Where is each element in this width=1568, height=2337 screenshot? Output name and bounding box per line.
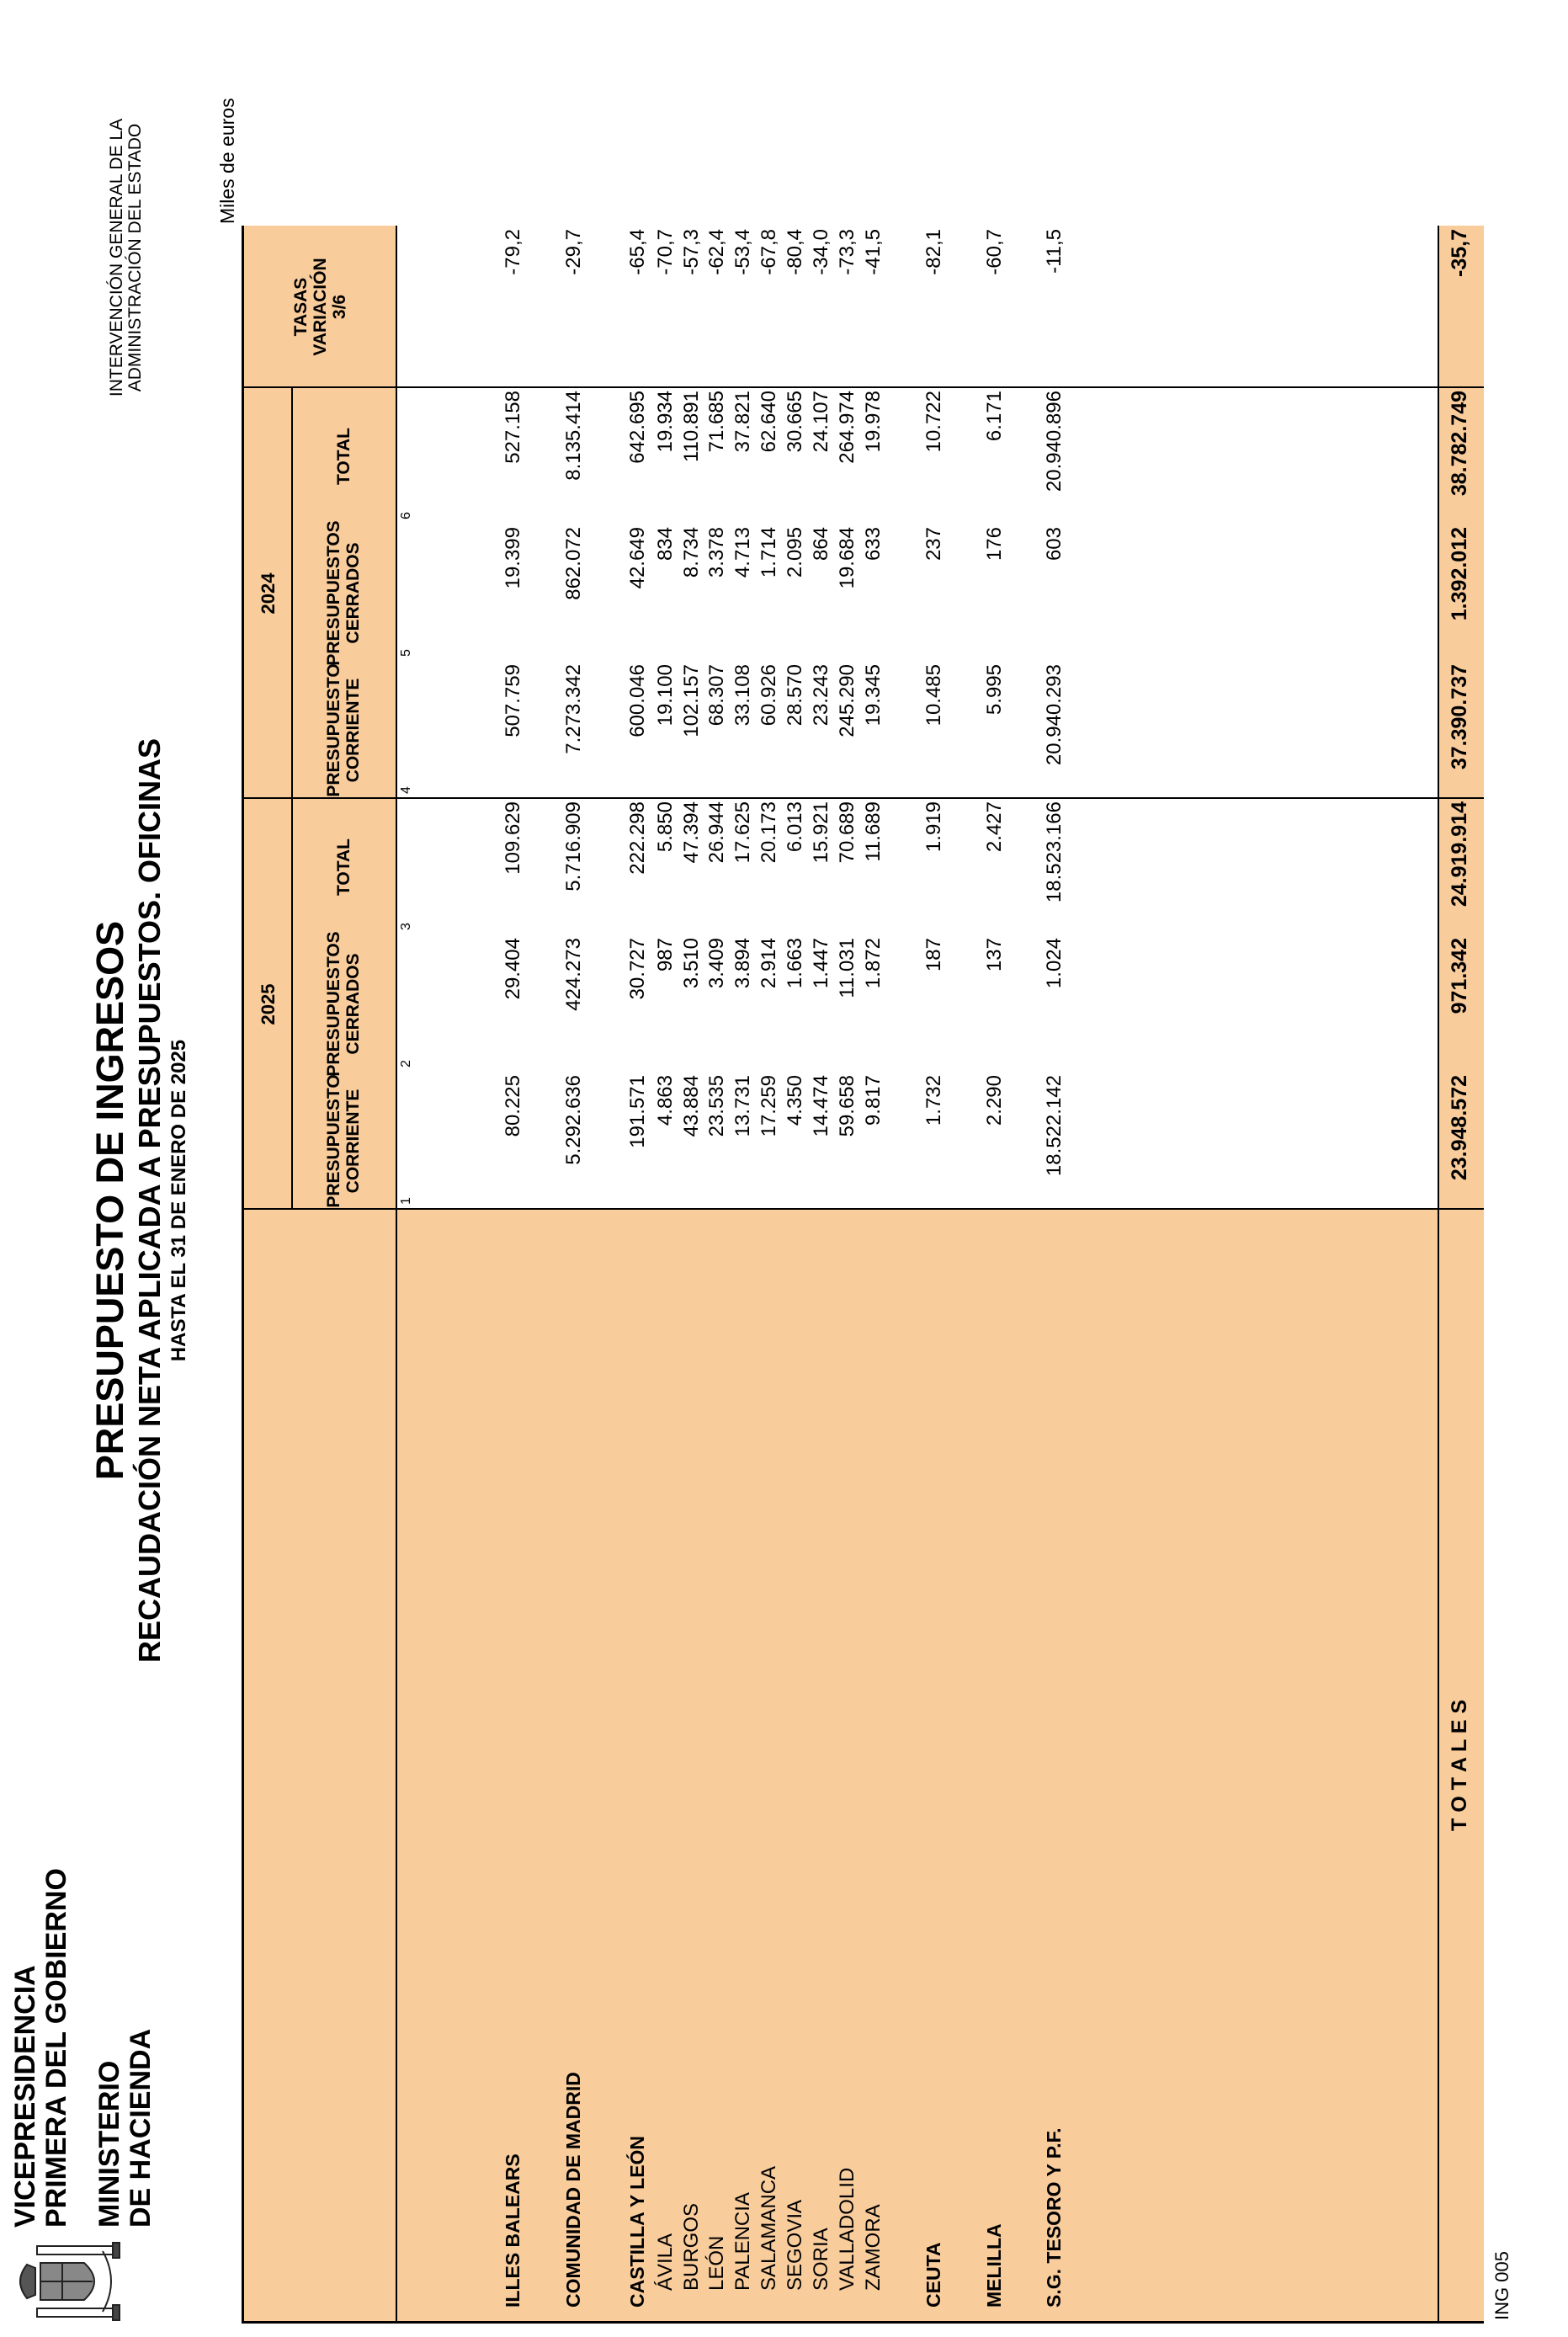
table-cell: 42.649 xyxy=(626,527,649,589)
table-cell: -53,4 xyxy=(731,229,754,275)
igae-line1: INTERVENCIÓN GENERAL DE LA xyxy=(107,118,126,397)
row-label: LEÓN xyxy=(705,2235,728,2291)
table-cell: 1.447 xyxy=(810,938,832,989)
ministry-name xyxy=(94,2029,157,2228)
col-header-line: PRESUPUESTO xyxy=(324,1074,343,1208)
col-header-line: PRESUPUESTO xyxy=(324,663,343,797)
table-cell: -60,7 xyxy=(983,229,1006,275)
table-cell: 23.535 xyxy=(705,1075,728,1137)
row-label: ILLES BALEARS xyxy=(502,2153,524,2308)
org-line1: VICEPRESIDENCIA xyxy=(9,1965,41,2228)
table-cell: 1.919 xyxy=(922,801,945,853)
table-cell: 191.571 xyxy=(626,1075,649,1148)
table-cell: 28.570 xyxy=(784,664,806,727)
total-cell: -35,7 xyxy=(1448,229,1471,277)
row-label: PALENCIA xyxy=(731,2192,754,2291)
table-cell: 245.290 xyxy=(836,664,858,737)
table-cell: 4.350 xyxy=(784,1075,806,1126)
col-2024-cerrados xyxy=(291,520,396,666)
table-cell: 19.399 xyxy=(502,527,524,589)
col-header-line: 3/6 xyxy=(329,294,349,320)
col-header-line: CERRADOS xyxy=(343,953,363,1055)
table-cell: 987 xyxy=(654,938,677,972)
table-cell: -57,3 xyxy=(680,229,703,275)
table-cell: -29,7 xyxy=(562,229,585,275)
table-cell: 3.894 xyxy=(731,938,754,989)
table-cell: 19.684 xyxy=(836,527,858,589)
table-cell: 2.095 xyxy=(784,527,806,578)
table-cell: 68.307 xyxy=(705,664,728,727)
table-cell: -41,5 xyxy=(862,229,885,275)
col-header-line: CORRIENTE xyxy=(343,678,363,783)
table-cell: 1.872 xyxy=(862,938,885,989)
table-cell: 17.259 xyxy=(757,1075,780,1137)
table-cell: 2.427 xyxy=(983,801,1006,853)
table-cell: 424.273 xyxy=(562,938,585,1011)
table-cell: 137 xyxy=(983,938,1006,972)
table-cell: -80,4 xyxy=(784,229,806,275)
row-label: CEUTA xyxy=(922,2242,944,2308)
table-cell: 30.665 xyxy=(784,391,806,453)
row-label: MELILLA xyxy=(983,2223,1005,2308)
table-cell: 6.171 xyxy=(983,391,1006,442)
col-tasas xyxy=(244,226,396,388)
table-cell: 47.394 xyxy=(680,801,703,864)
col-header-line: PRESUPUESTOS xyxy=(324,931,343,1077)
total-cell: 38.782.749 xyxy=(1448,391,1471,497)
tasas-body-white xyxy=(396,226,1438,388)
row-label: SORIA xyxy=(810,2228,832,2291)
table-cell: 29.404 xyxy=(502,938,524,1000)
revenue-table xyxy=(242,226,1484,2324)
table-cell: 507.759 xyxy=(502,664,524,737)
row-label: S.G. TESORO Y P.F. xyxy=(1043,2127,1065,2308)
table-cell: -82,1 xyxy=(922,229,945,275)
igae-line2: ADMINISTRACIÓN DEL ESTADO xyxy=(125,123,145,392)
table-cell: 1.732 xyxy=(922,1075,945,1126)
table-cell: 1.024 xyxy=(1043,938,1066,989)
table-cell: 19.934 xyxy=(654,391,677,453)
total-cell: 971.342 xyxy=(1448,938,1471,1014)
table-cell: 5.850 xyxy=(654,801,677,853)
table-cell: 59.658 xyxy=(836,1075,858,1137)
table-cell: 110.891 xyxy=(680,391,703,462)
row-label: VALLADOLID xyxy=(836,2167,858,2291)
table-cell: -67,8 xyxy=(757,229,780,275)
table-cell: 14.474 xyxy=(810,1075,832,1137)
table-cell: 7.273.342 xyxy=(562,664,585,754)
report-code: ING 005 xyxy=(1491,2251,1512,2320)
table-cell: 20.940.293 xyxy=(1043,664,1066,766)
page-subtitle: RECAUDACIÓN NETA APLICADA A PRESUPUESTOS. OFICINAS xyxy=(132,737,167,1664)
table-cell: 3.510 xyxy=(680,938,703,989)
org-line2: PRIMERA DEL GOBIERNO xyxy=(40,1868,72,2228)
table-cell: -11,5 xyxy=(1043,229,1066,274)
table-cell: -62,4 xyxy=(705,229,728,275)
table-cell: 5.292.636 xyxy=(562,1075,585,1165)
table-cell: 23.243 xyxy=(810,664,832,727)
table-cell: 18.523.166 xyxy=(1043,801,1066,903)
table-cell: 862.072 xyxy=(562,527,585,600)
grid-line xyxy=(1438,226,1439,2321)
table-cell: 26.944 xyxy=(705,801,728,864)
col-header-line: VARIACIÓN xyxy=(310,258,330,356)
row-label: SEGOVIA xyxy=(784,2199,806,2291)
col-2025-total: TOTAL xyxy=(333,838,353,897)
table-cell: 17.625 xyxy=(731,801,754,864)
table-cell: 15.921 xyxy=(810,801,832,864)
org-name xyxy=(10,1868,72,2228)
column-number: 6 xyxy=(399,512,413,519)
table-cell: 37.821 xyxy=(731,391,754,453)
page-title: PRESUPUESTO DE INGRESOS xyxy=(88,920,131,1481)
table-cell: 11.689 xyxy=(862,801,885,862)
table-cell: 3.409 xyxy=(705,938,728,989)
col-2024-corriente xyxy=(291,662,396,799)
table-cell: 20.173 xyxy=(757,801,780,864)
col-header-line: CERRADOS xyxy=(343,542,363,644)
table-cell: 33.108 xyxy=(731,664,754,727)
col-header-line: CORRIENTE xyxy=(343,1089,363,1194)
grid-line xyxy=(396,226,397,2321)
column-number: 1 xyxy=(399,1197,413,1205)
table-cell: 1.663 xyxy=(784,938,806,989)
table-cell: 4.713 xyxy=(731,527,754,578)
table-cell: -70,7 xyxy=(654,229,677,275)
table-cell: 642.695 xyxy=(626,391,649,464)
table-cell: 1.714 xyxy=(757,527,780,578)
table-cell: 834 xyxy=(654,527,677,562)
table-cell: 527.158 xyxy=(502,391,524,464)
table-cell: 102.157 xyxy=(680,664,703,737)
table-cell: 19.345 xyxy=(862,664,885,727)
table-cell: 70.689 xyxy=(836,801,858,864)
total-cell: 1.392.012 xyxy=(1448,527,1471,621)
col-2024-total: TOTAL xyxy=(333,427,353,486)
table-cell: 11.031 xyxy=(836,938,858,998)
table-cell: 9.817 xyxy=(862,1075,885,1126)
table-cell: 187 xyxy=(922,938,945,972)
total-cell: 37.390.737 xyxy=(1448,664,1471,770)
igae-label xyxy=(108,64,145,451)
table-cell: 13.731 xyxy=(731,1075,754,1137)
table-cell: 600.046 xyxy=(626,664,649,737)
table-cell: 24.107 xyxy=(810,391,832,453)
year-2024-header: 2024 xyxy=(257,572,279,615)
table-cell: 109.629 xyxy=(502,801,524,875)
table-cell: 264.974 xyxy=(836,391,858,464)
column-number: 2 xyxy=(399,1060,413,1067)
table-cell: -79,2 xyxy=(502,229,524,275)
table-cell: 603 xyxy=(1043,527,1066,562)
col-header-line: PRESUPUESTOS xyxy=(324,520,343,666)
table-cell: 20.940.896 xyxy=(1043,391,1066,492)
label-column-fill xyxy=(396,1210,1484,2321)
row-label: ZAMORA xyxy=(862,2204,885,2291)
col-2025-corriente xyxy=(291,1073,396,1210)
table-cell: 18.522.142 xyxy=(1043,1075,1066,1177)
table-cell: 19.100 xyxy=(654,664,677,727)
table-cell: 6.013 xyxy=(784,801,806,853)
table-cell: 864 xyxy=(810,527,832,562)
table-cell: 71.685 xyxy=(705,391,728,453)
table-cell: 2.290 xyxy=(983,1075,1006,1126)
column-number: 4 xyxy=(399,786,413,794)
ministry-line2: DE HACIENDA xyxy=(125,2028,157,2228)
table-cell: 633 xyxy=(862,527,885,562)
table-cell: 8.734 xyxy=(680,527,703,578)
row-label: COMUNIDAD DE MADRID xyxy=(562,2072,584,2308)
table-cell: 2.914 xyxy=(757,938,780,989)
table-cell: 222.298 xyxy=(626,801,649,875)
table-cell: 60.926 xyxy=(757,664,780,727)
page-date: HASTA EL 31 DE ENERO DE 2025 xyxy=(167,1039,190,1362)
table-cell: 19.978 xyxy=(862,391,885,453)
column-number: 3 xyxy=(399,923,413,930)
col-header-line: TASAS xyxy=(290,277,311,337)
table-cell: 62.640 xyxy=(757,391,780,453)
table-cell: -73,3 xyxy=(836,229,858,275)
ministry-line1: MINISTERIO xyxy=(93,2060,125,2228)
table-cell: 30.727 xyxy=(626,938,649,1000)
row-label: CASTILLA Y LEÓN xyxy=(626,2135,648,2308)
totals-label: T O T A L E S xyxy=(1448,1699,1471,1832)
units-label: Miles de euros xyxy=(216,98,238,224)
table-cell: 5.716.909 xyxy=(562,801,585,892)
table-cell: -65,4 xyxy=(626,229,649,275)
title-block xyxy=(88,401,191,2000)
table-cell: 43.884 xyxy=(680,1075,703,1137)
table-cell: 80.225 xyxy=(502,1075,524,1137)
table-cell: 10.722 xyxy=(922,391,945,453)
col-2025-cerrados xyxy=(291,931,396,1077)
table-cell: 3.378 xyxy=(705,527,728,578)
coat-of-arms-icon xyxy=(12,2239,130,2324)
table-cell: -34,0 xyxy=(810,229,832,275)
row-label: ÁVILA xyxy=(654,2233,677,2291)
table-cell: 176 xyxy=(983,527,1006,562)
table-cell: 4.863 xyxy=(654,1075,677,1126)
row-label: BURGOS xyxy=(680,2202,703,2291)
table-cell: 10.485 xyxy=(922,664,945,727)
table-cell: 237 xyxy=(922,527,945,562)
table-cell: 8.135.414 xyxy=(562,391,585,481)
total-cell: 24.919.914 xyxy=(1448,801,1471,908)
column-number: 5 xyxy=(399,649,413,657)
total-cell: 23.948.572 xyxy=(1448,1075,1471,1181)
row-label: SALAMANCA xyxy=(757,2165,780,2291)
table-cell: 5.995 xyxy=(983,664,1006,716)
year-2025-header: 2025 xyxy=(257,983,279,1025)
